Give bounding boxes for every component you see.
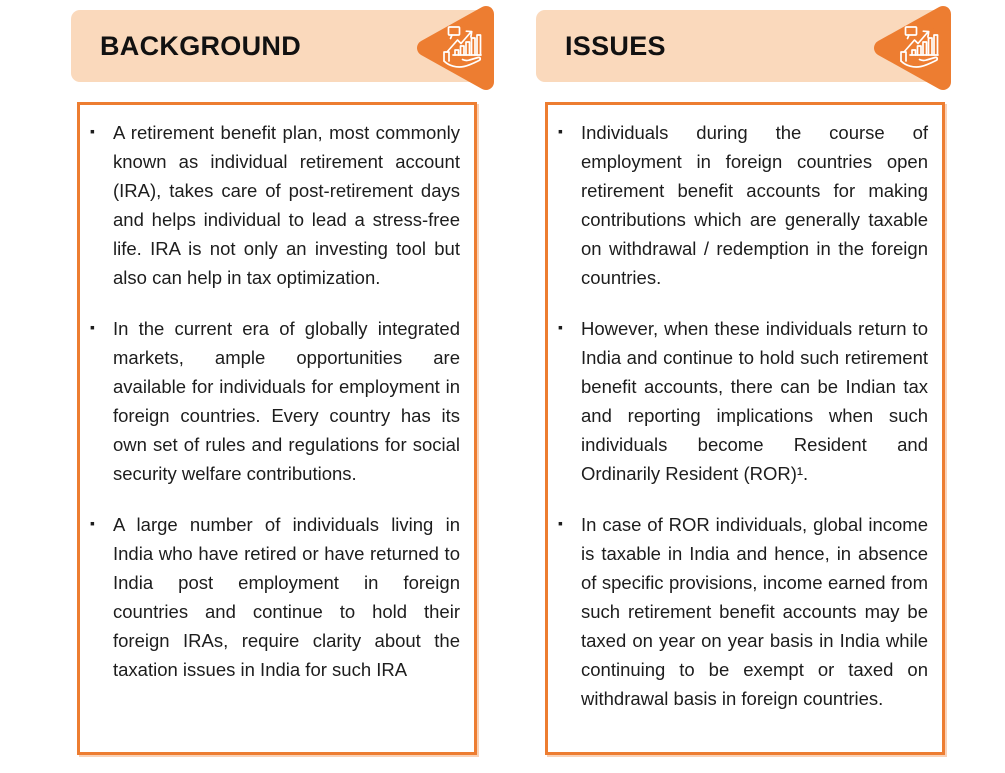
hand-holding-growth-chart-icon (440, 24, 488, 72)
background-header-bar (71, 10, 493, 82)
triangle-pointer-icon (410, 3, 496, 93)
issues-section (536, 10, 950, 755)
square-bullet-icon: ▪ (90, 319, 95, 335)
list-item (556, 118, 928, 292)
bullet-text: A retirement benefit plan, most commonly known as individual retirement account (IRA), takes care of post-retirement days and helps individual to lead a stress-free life. IRA is not only an investing tool but also can help in tax optimization. (113, 122, 460, 288)
bullet-text: A large number of individuals living in India who have retired or have returned to India post employment in foreign countries and continue to hold their foreign IRAs, require clarity about the taxation issues in India for such IRA (113, 514, 460, 680)
bullet-text: Individuals during the course of employment in foreign countries open retirement benefit accounts for making contributions which are generally taxable on withdrawal / redemption in the foreign countries. (581, 122, 928, 288)
list-item (556, 314, 928, 488)
issues-content-box (545, 102, 945, 755)
square-bullet-icon: ▪ (558, 123, 563, 139)
background-bullet-list (88, 118, 460, 684)
bullet-text: In the current era of globally integrated markets, ample opportunities are available for individuals for employment in foreign countries. Every country has its own set of rules and regulations for social security welfare contributions. (113, 318, 460, 484)
list-item (556, 510, 928, 713)
list-item (88, 510, 460, 684)
issues-bullet-list (556, 118, 928, 713)
issues-header-bar (536, 10, 950, 82)
bullet-text: However, when these individuals return to India and continue to hold such retirement benefit accounts, there can be Indian tax and reporting implications when such individuals become Resident and Ordinarily Resident (ROR)¹. (581, 318, 928, 484)
hand-holding-growth-chart-icon (897, 24, 945, 72)
triangle-pointer-icon (867, 3, 953, 93)
square-bullet-icon: ▪ (90, 515, 95, 531)
square-bullet-icon: ▪ (90, 123, 95, 139)
square-bullet-icon: ▪ (558, 319, 563, 335)
background-section (71, 10, 493, 755)
square-bullet-icon: ▪ (558, 515, 563, 531)
list-item (88, 314, 460, 488)
background-content-box (77, 102, 477, 755)
background-title: BACKGROUND (100, 30, 301, 61)
bullet-text: In case of ROR individuals, global income is taxable in India and hence, in absence of specific provisions, income earned from such retirement benefit accounts may be taxed on year on year basis in India while continuing to be exempt or taxed on withdrawal basis in foreign countries. (581, 514, 928, 709)
list-item (88, 118, 460, 292)
issues-title: ISSUES (565, 30, 666, 61)
